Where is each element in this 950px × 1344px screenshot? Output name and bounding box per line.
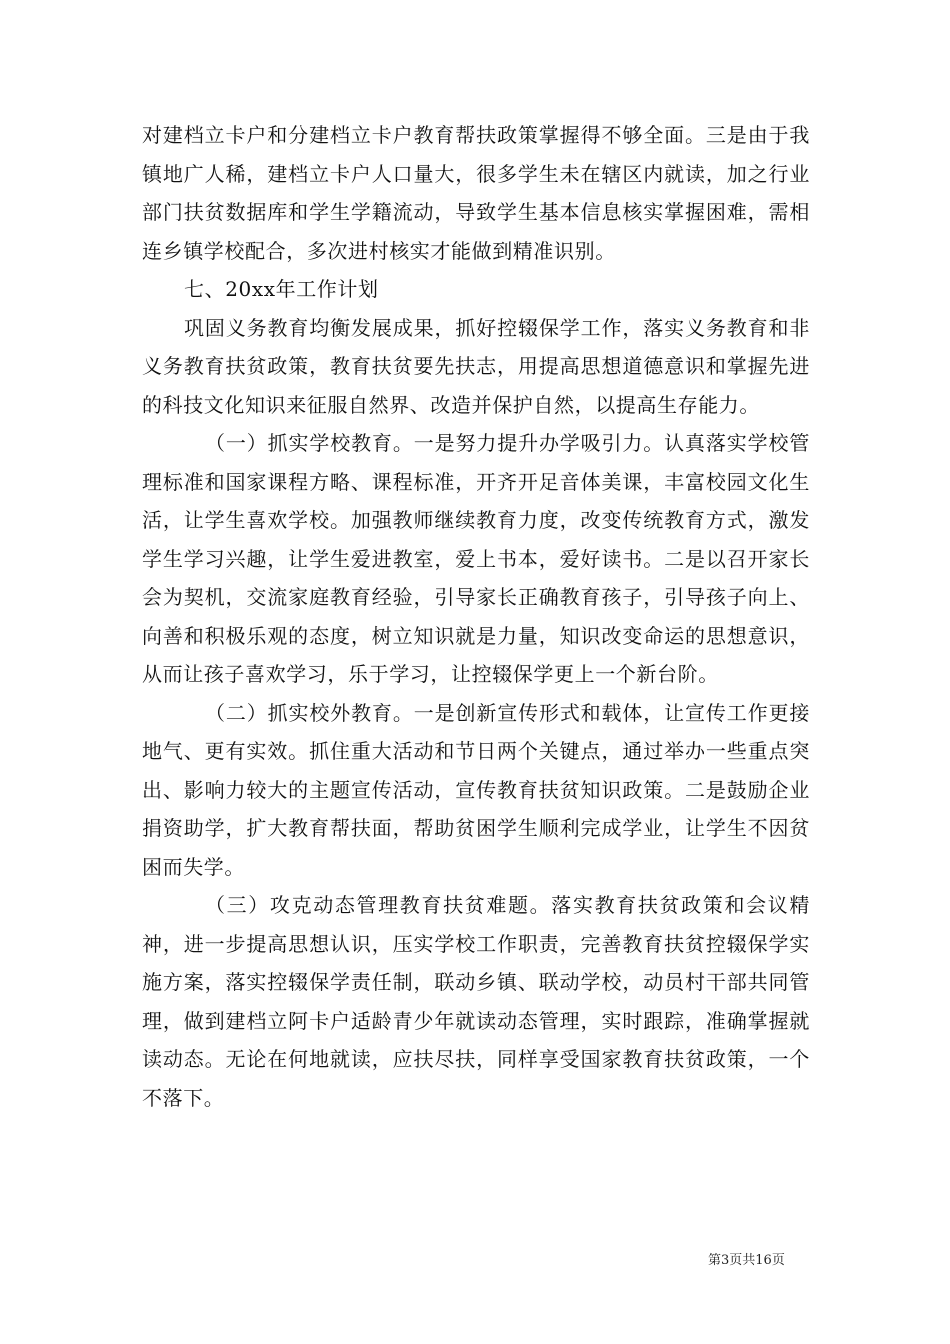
document-body [142, 116, 810, 1117]
page-number: 第3页共16页 [708, 1253, 785, 1268]
paragraph-continuation: 对建档立卡户和分建档立卡户教育帮扶政策掌握得不够全面。三是由于我镇地广人稀，建档立卡户人口量大，很多学生未在辖区内就读，加之行业部门扶贫数据库和学生学籍流动，导致学生基本信息核实掌握困难，需相连乡镇学校配合，多次进村核实才能做到精准识别。 [142, 123, 810, 263]
paragraph-dynamic-management: （三）攻克动态管理教育扶贫难题。落实教育扶贫政策和会议精神，进一步提高思想认识，压实学校工作职责，完善教育扶贫控辍保学实施方案，落实控辍保学责任制，联动乡镇、联动学校，动员村干部共同管理，做到建档立阿卡户适龄青少年就读动态管理，实时跟踪，准确掌握就读动态。无论在何地就读，应扶尽扶，同样享受国家教育扶贫政策，一个不落下。 [142, 893, 810, 1110]
paragraph-school-education: （一）抓实学校教育。一是努力提升办学吸引力。认真落实学校管理标准和国家课程方略、课程标准，开齐开足音体美课，丰富校园文化生活，让学生喜欢学校。加强教师继续教育力度，改变传统教育方式，激发学生学习兴趣，让学生爱进教室，爱上书本，爱好读书。二是以召开家长会为契机，交流家庭教育经验，引导家长正确教育孩子，引导孩子向上、向善和积极乐观的态度，树立知识就是力量，知识改变命运的思想意识，从而让孩子喜欢学习，乐于学习，让控辍保学更上一个新台阶。 [142, 431, 810, 686]
paragraph-outside-education: （二）抓实校外教育。一是创新宣传形式和载体，让宣传工作更接地气、更有实效。抓住重大活动和节日两个关键点，通过举办一些重点突出、影响力较大的主题宣传活动，宣传教育扶贫知识政策。二是鼓励企业捐资助学，扩大教育帮扶面，帮助贫困学生顺利完成学业，让学生不因贫困而失学。 [142, 700, 810, 879]
section-heading: 七、20xx年工作计划 [184, 277, 379, 301]
paragraph-plan-intro: 巩固义务教育均衡发展成果，抓好控辍保学工作，落实义务教育和非义务教育扶贫政策，教育扶贫要先扶志，用提高思想道德意识和掌握先进的科技文化知识来征服自然界、改造并保护自然，以提高生存能力。 [142, 315, 810, 417]
